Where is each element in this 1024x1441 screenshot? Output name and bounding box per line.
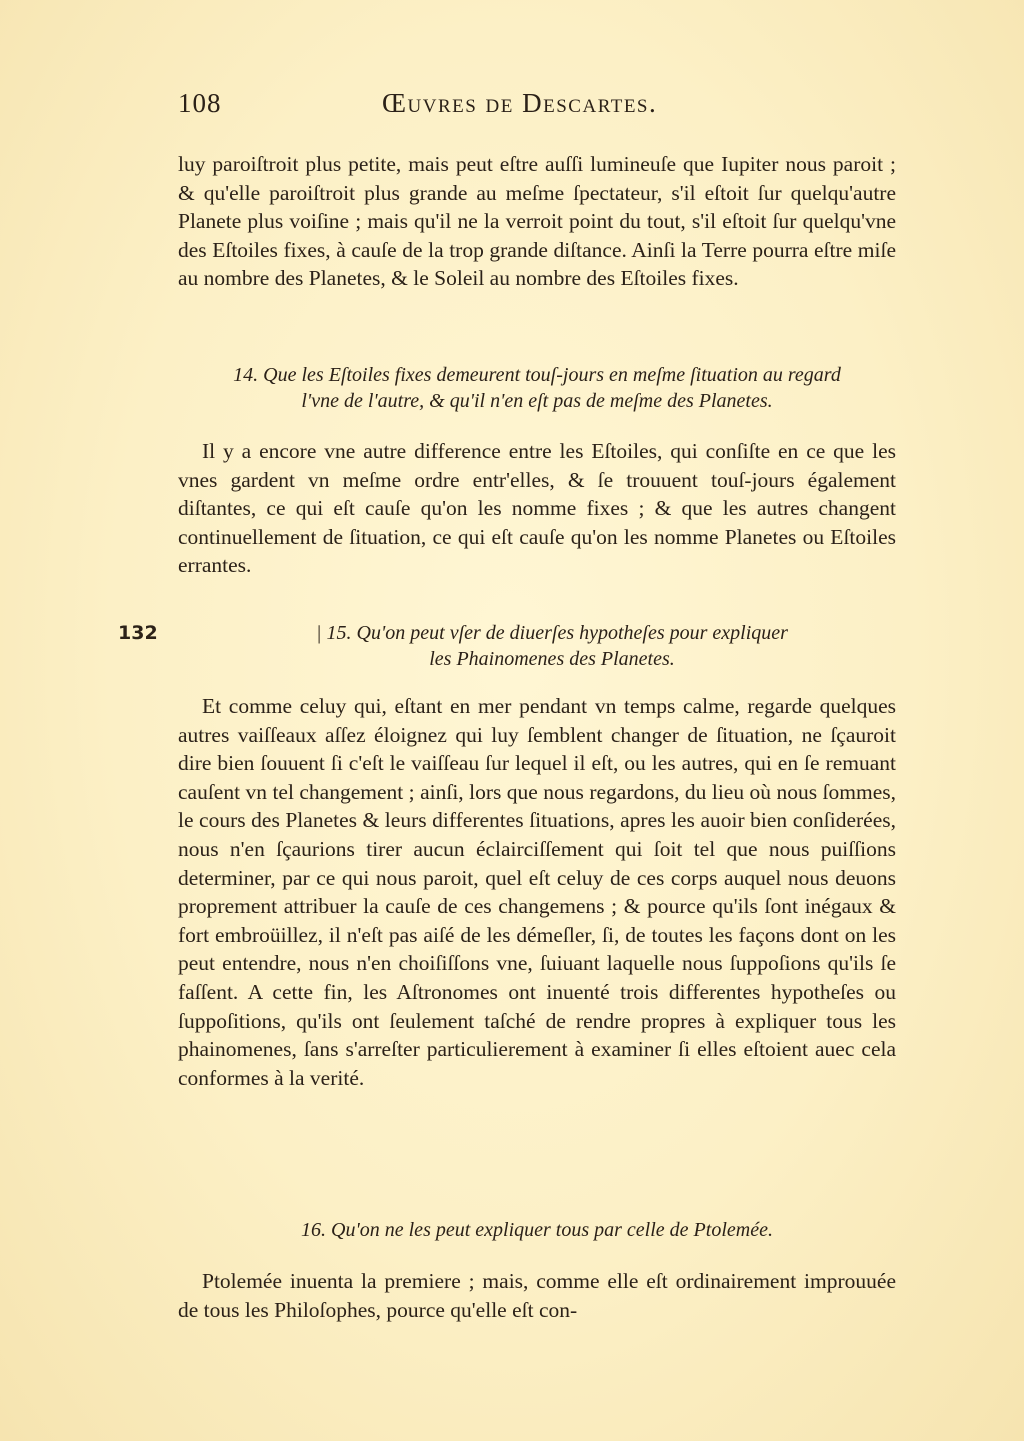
- paragraph-continued: [178, 150, 896, 293]
- heading-line: 16. Qu'on ne les peut expliquer tous par celle de Ptolemée.: [301, 1219, 773, 1241]
- paragraph-text: luy paroiſtroit plus petite, mais peut eſtre auſſi lumineuſe que Iupiter nous paroit ; & qu'elle paroiſtroit plus grande au meſme ſpectateur, s'il eſtoit ſur quelqu'autre Planete plus voiſine ; mais qu'il ne la verroit point du tout, s'il eſtoit ſur quelqu'vne des Eſtoiles fixes, à cauſe de la trop grande diſtance. Ainſi la Terre pourra eſtre miſe au nombre des Planetes, & le Soleil au nombre des Eſtoiles fixes.: [178, 152, 896, 291]
- paragraph-16: [178, 1267, 896, 1324]
- page-header: [178, 88, 896, 128]
- paragraph-text: Et comme celuy qui, eſtant en mer pendant vn temps calme, regarde quelques autres vaiſſeaux aſſez éloignez qui luy ſemblent changer de ſituation, ne ſçauroit dire bien ſouuent ſi c'eſt le vaiſſeau ſur lequel il eſt, ou les autres, qui en ſe remuant cauſent vn tel changement ; ainſi, lors que nous regardons, du lieu où nous ſommes, le cours des Planetes & leurs differentes ſituations, apres les auoir bien conſiderées, nous n'en ſçaurions tirer aucun éclairciſſement qui ſoit tel que nous puiſſions determiner, par ce qui nous paroit, quel eſt celuy de ces corps auquel nous deuons proprement attribuer la cauſe de ces changemens ; & pource qu'ils ſont inégaux & fort embroüillez, il n'eſt pas aiſé de les démeſler, ſi, de toutes les façons dont on les peut entendre, nous n'en choiſiſſons vne, ſuiuant laquelle nous ſuppoſions qu'ils ſe faſſent. A cette fin, les Aſtronomes ont inuenté trois differentes hypotheſes ou ſuppoſitions, qu'ils ont ſeulement taſché de rendre propres à expliquer tous les phainomenes, ſans s'arreſter particulierement à examiner ſi elles eſtoient auec cela conformes à la verité.: [178, 694, 896, 1090]
- running-title: Œuvres de Descartes.: [382, 88, 658, 118]
- section-heading-14: [178, 362, 896, 414]
- paragraph-text: Ptolemée inuenta la premiere ; mais, comme elle eſt ordinairement improuuée de tous les Philoſophes, pource qu'elle eſt con-: [178, 1269, 896, 1322]
- heading-line: | 15. Qu'on peut vſer de diuerſes hypotheſes pour expliquer: [316, 622, 788, 644]
- section-heading-15: [178, 620, 896, 672]
- paragraph-15: [178, 692, 896, 1092]
- section-heading-16: [178, 1217, 896, 1243]
- heading-line: l'vne de l'autre, & qu'il n'en eſt pas de meſme des Planetes.: [301, 390, 773, 412]
- margin-reference-number: 132: [118, 622, 158, 644]
- page-number: 108: [178, 88, 222, 118]
- paragraph-14: [178, 437, 896, 580]
- paragraph-text: Il y a encore vne autre difference entre les Eſtoiles, qui conſiſte en ce que les vnes gardent vn meſme ordre entr'elles, & ſe trouuent touſ-jours également diſtantes, ce qui eſt cauſe qu'on les nomme fixes ; & que les autres changent continuellement de ſituation, ce qui eſt cauſe qu'on les nomme Planetes ou Eſtoiles errantes.: [178, 439, 896, 578]
- heading-line: 14. Que les Eſtoiles fixes demeurent touſ-jours en meſme ſituation au regard: [233, 364, 841, 386]
- heading-line: les Phainomenes des Planetes.: [429, 648, 675, 670]
